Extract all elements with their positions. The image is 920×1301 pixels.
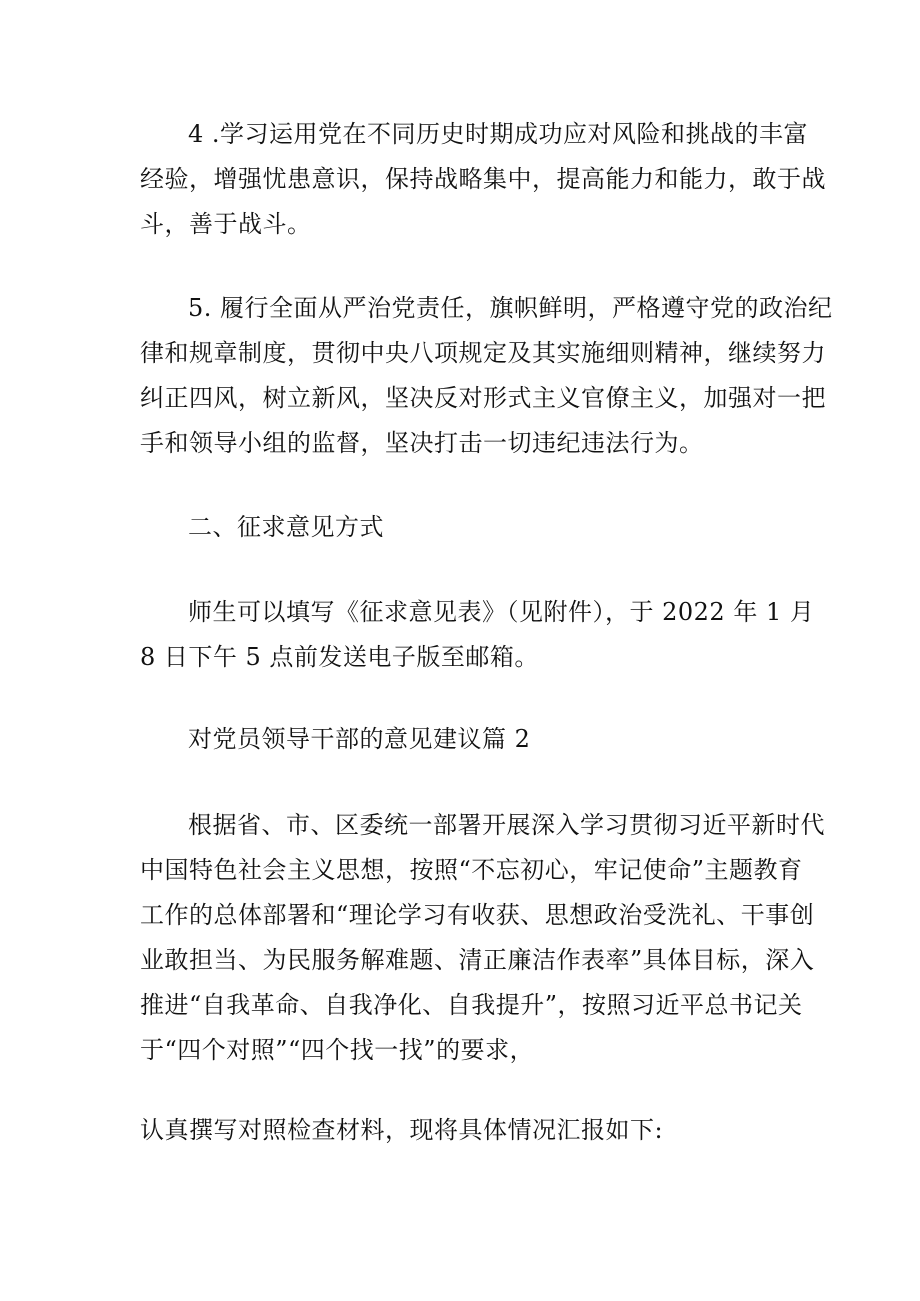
paragraph-line: 纠正四风，树立新风，坚决反对形式主义官僚主义，加强对一把 [140, 384, 826, 412]
paragraph-line: 中国特色社会主义思想，按照“不忘初心，牢记使命”主题教育 [140, 856, 803, 884]
section-heading-text: 二、征求意见方式 [188, 513, 384, 541]
paragraph-line: 5. 履行全面从严治党责任，旗帜鲜明，严格遵守党的政治纪 [188, 294, 833, 322]
paragraph-line: 律和规章制度，贯彻中央八项规定及其实施细则精神，继续努力 [140, 339, 826, 367]
paragraph-report [140, 1108, 790, 1153]
section-heading [140, 505, 790, 550]
paragraph-line: 业敢担当、为民服务解难题、清正廉洁作表率”具体目标，深入 [140, 946, 815, 974]
paragraph-line: 4 .学习运用党在不同历史时期成功应对风险和挑战的丰富 [188, 120, 809, 148]
paragraph-basis [140, 803, 825, 1073]
paragraph-item-5 [140, 286, 833, 466]
article-title-text: 对党员领导干部的意见建议篇 2 [188, 725, 531, 753]
article-title [140, 717, 790, 762]
paragraph-line: 根据省、市、区委统一部署开展深入学习贯彻习近平新时代 [188, 811, 825, 839]
paragraph-line: 8 日下午 5 点前发送电子版至邮箱。 [140, 643, 539, 671]
paragraph-item-4 [140, 112, 826, 247]
paragraph-line: 推进“自我革命、自我净化、自我提升”，按照习近平总书记关 [140, 991, 803, 1019]
paragraph-line: 认真撰写对照检查材料，现将具体情况汇报如下: [140, 1116, 664, 1144]
paragraph-line: 斗，善于战斗。 [140, 210, 312, 238]
paragraph-line: 手和领导小组的监督，坚决打击一切违纪违法行为。 [140, 429, 704, 457]
paragraph-line: 经验，增强忧患意识，保持战略集中，提高能力和能力，敢于战 [140, 165, 826, 193]
paragraph-line: 师生可以填写《征求意见表》（见附件），于 2022 年 1 月 [188, 598, 815, 626]
paragraph-line: 于“四个对照”“四个找一找”的要求， [140, 1036, 535, 1064]
paragraph-method [140, 590, 815, 680]
paragraph-line: 工作的总体部署和“理论学习有收获、思想政治受洗礼、干事创 [140, 901, 815, 929]
